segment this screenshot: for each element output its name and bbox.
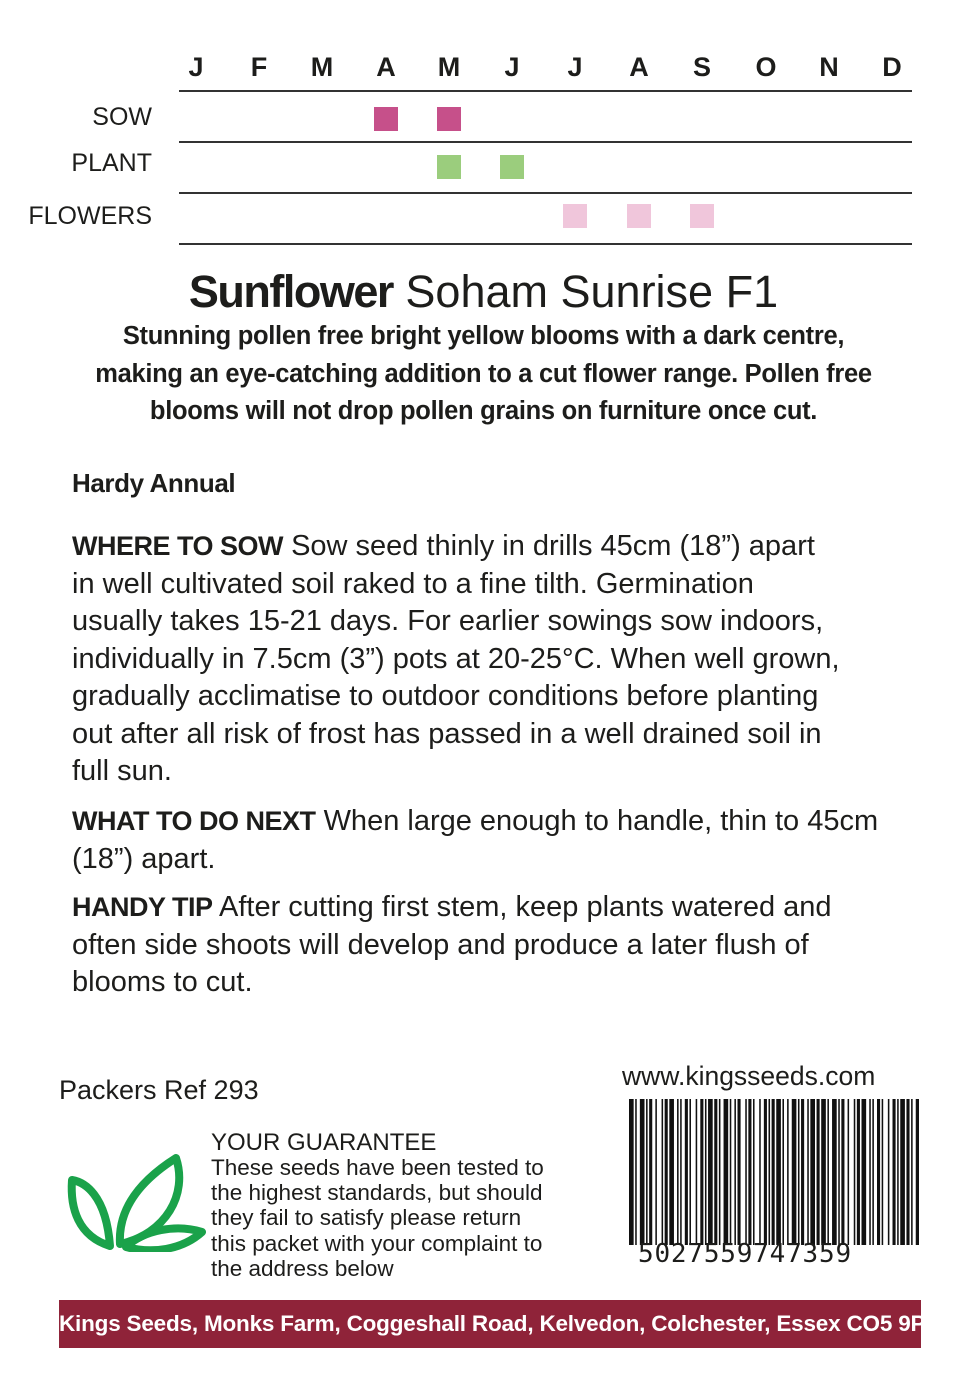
month-sep: S [692, 52, 711, 82]
barcode-bar [745, 1099, 747, 1245]
barcode-bar [877, 1099, 880, 1245]
month-mar: M [310, 52, 334, 82]
where-to-sow-line: full sun. [72, 755, 172, 787]
calendar-divider [179, 243, 912, 245]
guarantee-text [211, 1155, 544, 1281]
barcode-bar [854, 1099, 856, 1245]
variety-name: Soham Sunrise F1 [405, 266, 779, 317]
row-label-flowers: FLOWERS [28, 202, 152, 230]
handy-tip-line [72, 889, 922, 927]
description-line: blooms will not drop pollen grains on furniture once cut. [149, 397, 818, 425]
row-label-plant: PLANT [71, 149, 152, 177]
barcode-bar [629, 1099, 634, 1245]
barcode-bar [714, 1099, 717, 1245]
barcode-bar [724, 1099, 729, 1245]
barcode-bar [708, 1099, 713, 1245]
barcode-bar [753, 1099, 755, 1245]
barcode-bar [646, 1099, 648, 1245]
barcode-bar [821, 1099, 826, 1245]
guarantee-line: they fail to satisfy please return [211, 1205, 522, 1231]
barcode-bar [696, 1099, 698, 1245]
barcode-bar [764, 1099, 767, 1245]
barcode-bar [841, 1099, 844, 1245]
plant-cell-may [437, 155, 461, 179]
guarantee-line: These seeds have been tested to [211, 1155, 544, 1180]
month-aug: A [629, 52, 649, 82]
barcode-bar [649, 1099, 652, 1245]
plant-type: Hardy Annual [72, 468, 236, 498]
guarantee-line: this packet with your complaint to [211, 1230, 543, 1256]
handy-tip-line: often side shoots will develop and produce a later flush of [72, 928, 809, 961]
where-to-sow-line: usually takes 15-21 days. For earlier sowings sow indoors, [72, 605, 824, 637]
barcode-bar [685, 1099, 688, 1245]
month-may: M [437, 52, 461, 82]
barcode-bar [759, 1099, 761, 1245]
plant-cell-jun [500, 155, 524, 179]
barcode-bar [897, 1099, 899, 1245]
barcode-bar [792, 1099, 797, 1245]
barcode-bar [665, 1099, 668, 1245]
barcode-bar [869, 1099, 871, 1245]
barcode-bar [911, 1099, 913, 1245]
barcode-bar [872, 1099, 874, 1245]
barcode-bar [719, 1099, 721, 1245]
what-next-line: (18”) apart. [72, 842, 216, 875]
barcode-bar [798, 1099, 800, 1245]
barcode-bar [680, 1099, 682, 1245]
barcode-bar [738, 1099, 741, 1245]
month-apr: A [376, 52, 396, 82]
month-oct: O [755, 52, 777, 82]
barcode-bar [662, 1099, 664, 1245]
where-to-sow-line [72, 528, 922, 566]
row-label-sow: SOW [92, 103, 152, 131]
month-jan: J [188, 52, 204, 82]
barcode-bar [689, 1099, 691, 1245]
barcode-bar [838, 1099, 840, 1245]
barcode-bar [782, 1099, 784, 1245]
barcode-bar [734, 1099, 736, 1245]
product-description [40, 318, 927, 431]
month-nov: N [819, 52, 839, 82]
description-line: Stunning pollen free bright yellow blooms with a dark centre, [122, 322, 845, 350]
what-next-line [72, 803, 922, 841]
barcode-bar [827, 1099, 829, 1245]
barcode-bar [807, 1099, 809, 1245]
packers-ref: Packers Ref 293 [59, 1075, 259, 1105]
guarantee-line: the highest standards, but should [211, 1180, 543, 1206]
barcode-bar [801, 1099, 804, 1245]
calendar-divider [179, 141, 912, 143]
barcode-bar [705, 1099, 707, 1245]
flowers-cell-aug [627, 204, 651, 228]
barcode-bar [787, 1099, 789, 1245]
flowers-cell-jul [563, 204, 587, 228]
barcode-bar [776, 1099, 781, 1245]
handy-tip-line: blooms to cut. [72, 966, 253, 998]
description-line: making an eye-catching addition to a cut flower range. Pollen free [95, 359, 872, 388]
barcode-bar [669, 1099, 674, 1245]
guarantee-line: the address below [211, 1255, 394, 1281]
what-next-text: When large enough to handle, thin to 45cm [323, 805, 879, 837]
address-bar: Kings Seeds, Monks Farm, Coggeshall Road, Kelvedon, Colchester, Essex CO5 9PG [59, 1300, 921, 1348]
barcode-bar [817, 1099, 820, 1245]
what-next-section [72, 803, 922, 878]
barcode-bar [635, 1099, 637, 1245]
product-type: Sunflower [188, 266, 393, 317]
barcode-bar [730, 1099, 732, 1245]
month-jun: J [504, 52, 520, 82]
barcode-bar [769, 1099, 771, 1245]
where-to-sow-line: out after all risk of frost has passed in a well drained soil in [72, 717, 822, 750]
where-to-sow-heading: WHERE TO SOW [72, 531, 284, 561]
barcode-bar [862, 1099, 867, 1245]
calendar-divider [179, 90, 912, 92]
flowers-cell-sep [690, 204, 714, 228]
barcode-bar [882, 1099, 884, 1245]
sow-cell-apr [374, 107, 398, 131]
month-feb: F [250, 52, 268, 82]
month-jul: J [567, 52, 583, 82]
product-title [0, 266, 967, 318]
barcode-bar [772, 1099, 775, 1245]
leaf-logo-icon [64, 1152, 206, 1252]
barcode-bar [848, 1099, 850, 1245]
barcode-bar [677, 1099, 679, 1245]
handy-tip-heading: HANDY TIP [72, 892, 213, 922]
barcode-bar [893, 1099, 896, 1245]
barcode-bar [810, 1099, 815, 1245]
barcode-bar [640, 1099, 645, 1245]
where-to-sow-line: in well cultivated soil raked to a fine tilth. Germination [72, 567, 754, 600]
barcode-bar [655, 1099, 657, 1245]
what-next-heading: WHAT TO DO NEXT [72, 806, 316, 836]
where-to-sow-text: Sow seed thinly in drills 45cm (18”) apart [291, 530, 815, 562]
barcode-bar [900, 1099, 905, 1245]
month-dec: D [882, 52, 902, 82]
barcode-bar [700, 1099, 703, 1245]
barcode-number: 5027559747359 [638, 1239, 852, 1269]
barcode-bar [748, 1099, 751, 1245]
handy-tip-text: After cutting first stem, keep plants watered and [219, 891, 832, 923]
calendar-divider [179, 192, 912, 194]
guarantee-title: YOUR GUARANTEE [211, 1129, 437, 1156]
barcode-bar [857, 1099, 860, 1245]
handy-tip-section [72, 889, 922, 1002]
barcode-bar [906, 1099, 909, 1245]
month-header [0, 52, 967, 84]
where-to-sow-section [72, 528, 922, 791]
barcode-bar [888, 1099, 890, 1245]
sow-cell-may [437, 107, 461, 131]
barcode-bar [916, 1099, 919, 1245]
website-url: www.kingsseeds.com [622, 1061, 876, 1091]
barcode [627, 1099, 919, 1245]
where-to-sow-line: individually in 7.5cm (3”) pots at 20-25°C. When well grown, [72, 642, 840, 675]
barcode-bar [832, 1099, 837, 1245]
where-to-sow-line: gradually acclimatise to outdoor conditions before planting [72, 680, 819, 712]
